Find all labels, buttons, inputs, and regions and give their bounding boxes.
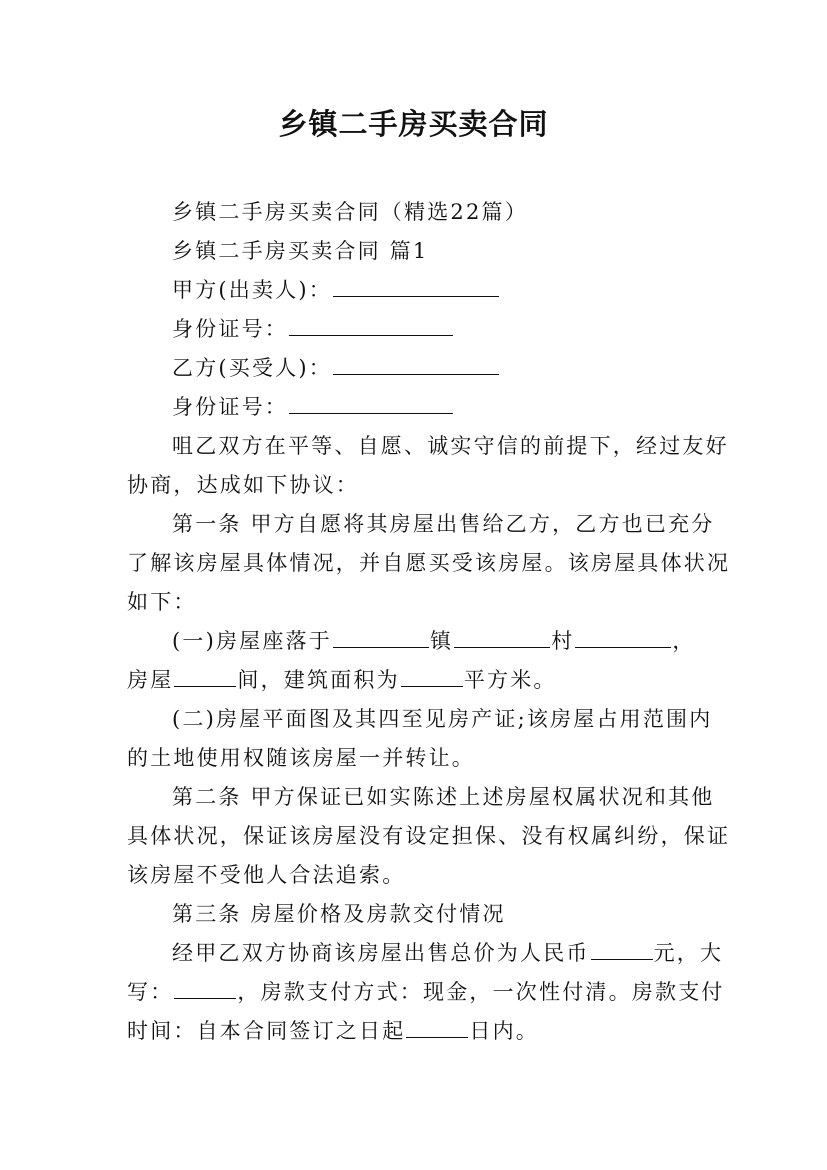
price-line-2-prefix: 写： xyxy=(127,980,174,1004)
article2-line-2: 具体状况，保证该房屋没有设定担保、没有权属纠纷，保证 xyxy=(127,824,731,848)
price-line-3 xyxy=(127,1016,539,1046)
document-subtitle: 乡镇二手房买卖合同（精选22篇） xyxy=(172,200,528,224)
price-words-blank xyxy=(174,978,236,999)
id-b-label: 身份证号： xyxy=(172,395,288,419)
group-blank xyxy=(575,627,671,648)
price-line-3-suffix: 日内。 xyxy=(469,1019,540,1043)
party-b-line xyxy=(172,353,500,383)
article1-line-1: 第一条 甲方自愿将其房屋出售给乙方，乙方也已充分 xyxy=(172,512,715,536)
price-line-1 xyxy=(172,938,723,968)
id-a-label: 身份证号： xyxy=(172,317,288,341)
intro-line-1: 咀乙双方在平等、自愿、诚实守信的前提下，经过友好 xyxy=(172,434,729,458)
id-b-line xyxy=(172,392,454,422)
village-blank xyxy=(454,627,550,648)
price-amount-blank xyxy=(591,939,653,960)
article2-line-1: 第二条 甲方保证已如实陈述上述房屋权属状况和其他 xyxy=(172,785,715,809)
item1-town: 镇 xyxy=(430,629,454,653)
item1b-line xyxy=(127,665,557,695)
item1b-mid: 间，建筑面积为 xyxy=(237,668,400,692)
party-a-blank xyxy=(333,276,499,297)
id-a-line xyxy=(172,314,454,344)
article1-line-2: 了解该房屋具体情况，并自愿买受该房屋。该房屋具体状况 xyxy=(127,551,731,575)
item1-line xyxy=(172,626,696,656)
document-title: 乡镇二手房买卖合同 xyxy=(278,107,549,141)
price-line-1-prefix: 经甲乙双方协商该房屋出售总价为人民币 xyxy=(172,941,590,965)
section-heading: 乡镇二手房买卖合同 篇1 xyxy=(172,239,429,263)
intro-line-2: 协商，达成如下协议： xyxy=(127,473,359,497)
item1-prefix: (一)房屋座落于 xyxy=(172,629,332,653)
item2-line-1: (二)房屋平面图及其四至见房产证;该房屋占用范围内 xyxy=(172,707,713,731)
party-b-blank xyxy=(333,354,499,375)
price-line-2-suffix: ，房款支付方式：现金，一次性付清。房款支付 xyxy=(237,980,725,1004)
price-line-2 xyxy=(127,977,725,1007)
price-line-1-suffix: 元，大 xyxy=(653,941,724,965)
item2-line-2: 的土地使用权随该房屋一并转让。 xyxy=(127,746,475,770)
town-blank xyxy=(333,627,429,648)
article1-line-3: 如下： xyxy=(127,590,197,614)
item1-comma: ， xyxy=(672,629,696,653)
article2-line-3: 该房屋不受他人合法追索。 xyxy=(127,863,406,887)
party-b-label: 乙方(买受人)： xyxy=(172,356,332,380)
area-blank xyxy=(401,666,463,687)
price-line-3-prefix: 时间：自本合同签订之日起 xyxy=(127,1019,406,1043)
item1-village: 村 xyxy=(551,629,575,653)
rooms-blank xyxy=(174,666,236,687)
party-a-line xyxy=(172,275,500,305)
item1b-suffix: 平方米。 xyxy=(463,668,557,692)
payment-days-blank xyxy=(406,1017,468,1038)
article3-heading: 第三条 房屋价格及房款交付情况 xyxy=(172,902,506,926)
item1b-prefix: 房屋 xyxy=(127,668,174,692)
id-b-blank xyxy=(289,393,453,414)
party-a-label: 甲方(出卖人)： xyxy=(172,278,332,302)
id-a-blank xyxy=(289,315,453,336)
